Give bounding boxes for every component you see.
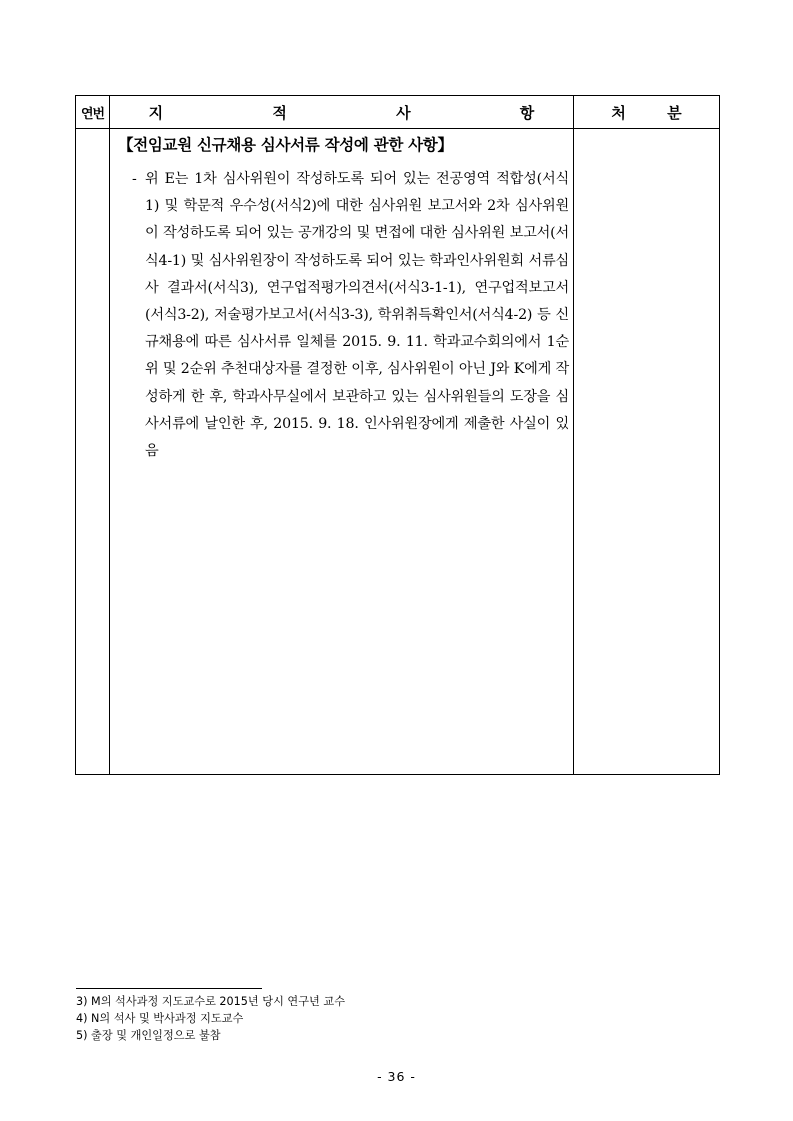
footnote-3: 3) M의 석사과정 지도교수로 2015년 당시 연구년 교수 <box>76 995 346 1008</box>
table-row <box>76 129 720 775</box>
footnote-4: 4) N의 석사 및 박사과정 지도교수 <box>76 1012 244 1025</box>
footnotes <box>76 993 676 1044</box>
footnote-5: 5) 출장 및 개인일정으로 불참 <box>76 1029 221 1042</box>
section-heading: 【전임교원 신규채용 심사서류 작성에 관한 사항】 <box>118 136 453 154</box>
header-findings-label: 지 적 사 항 <box>148 103 585 122</box>
header-findings <box>110 96 585 129</box>
page-number: - 36 - <box>377 1069 416 1084</box>
findings-paragraph <box>132 166 569 465</box>
bullet-dash: - <box>132 171 137 187</box>
cell-disposition <box>574 129 720 775</box>
footnote-divider <box>76 988 262 989</box>
header-disposition-label: 처 분 <box>611 103 700 122</box>
header-serial-number: 연번 <box>76 96 110 129</box>
table-header-row <box>76 96 720 129</box>
cell-findings <box>110 129 574 775</box>
header-disposition <box>574 96 720 129</box>
findings-text: 위 E는 1차 심사위원이 작성하도록 되어 있는 전공영역 적합성(서식1) 및 학문적 우수성(서식2)에 대한 심사위원 보고서와 2차 심사위원이 작성하도록 되어 있는 공개강의 및 면접에 대한 심사위원 보고서(서식4-1) 및 심사위원장이 작성하도록 되어 있는 학과인사위원회 서류심사 결과서(서식3), 연구업적평가의견서(서식3-1-1), 연구업적보고서(서식3-2), 저술평가보고서(서식3-3), 학위취득확인서(서식4-2) 등 신규채용에 따른 심사서류 일체를 2015. 9. 11. 학과교수회의에서 1순위 및 2순위 추천대상자를 결정한 이후, 심사위원이 아닌 J와 K에게 작성하게 한 후, 학과사무실에서 보관하고 있는 심사위원들의 도장을 심사서류에 날인한 후, 2015. 9. 18. 인사위원장에게 제출한 사실이 있음 <box>145 171 569 460</box>
cell-serial-number <box>76 129 110 775</box>
findings-table <box>75 95 720 775</box>
